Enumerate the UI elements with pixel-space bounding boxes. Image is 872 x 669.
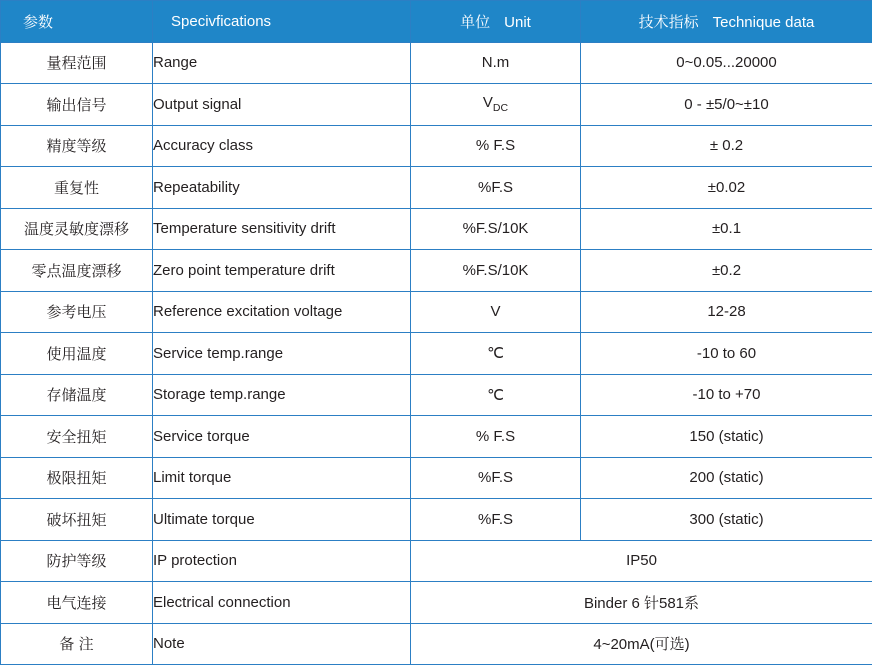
row-param-cn: 破坏扭矩 — [1, 499, 153, 541]
table-row — [1, 291, 872, 333]
row-param-cn: 安全扭矩 — [1, 416, 153, 458]
row-param-en: Reference excitation voltage — [153, 291, 411, 333]
row-param-en: Zero point temperature drift — [153, 250, 411, 292]
row-param-cn: 温度灵敏度漂移 — [1, 208, 153, 250]
row-unit: %F.S — [411, 457, 581, 499]
row-unit: % F.S — [411, 416, 581, 458]
row-unit: %F.S — [411, 499, 581, 541]
row-param-cn: 输出信号 — [1, 84, 153, 126]
row-param-cn: 备 注 — [1, 623, 153, 665]
row-unit: % F.S — [411, 125, 581, 167]
table-row — [1, 42, 872, 84]
table-row — [1, 416, 872, 458]
row-param-en: Electrical connection — [153, 582, 411, 624]
row-param-en: Limit torque — [153, 457, 411, 499]
table-row — [1, 540, 872, 582]
table-row — [1, 125, 872, 167]
header-data-cn: 技术指标 — [638, 13, 699, 31]
table-row — [1, 499, 872, 541]
row-param-cn: 零点温度漂移 — [1, 250, 153, 292]
row-unit-subscript: DC — [492, 102, 509, 115]
row-param-en: Repeatability — [153, 167, 411, 209]
table-row — [1, 623, 872, 665]
row-data: ± 0.2 — [581, 125, 872, 167]
row-data-wide: Binder 6 针581系 — [411, 582, 872, 624]
row-data: ±0.2 — [581, 250, 872, 292]
row-param-en: Note — [153, 623, 411, 665]
row-unit: N.m — [411, 42, 581, 84]
row-param-cn: 极限扭矩 — [1, 457, 153, 499]
header-unit-en: Unit — [504, 13, 531, 31]
row-param-cn: 存储温度 — [1, 374, 153, 416]
row-data: ±0.02 — [581, 167, 872, 209]
table-row — [1, 457, 872, 499]
row-data-wide: IP50 — [411, 540, 872, 582]
row-param-en: Range — [153, 42, 411, 84]
row-data: ±0.1 — [581, 208, 872, 250]
table-row — [1, 374, 872, 416]
row-param-en: IP protection — [153, 540, 411, 582]
table-header — [1, 1, 872, 43]
row-param-cn: 量程范围 — [1, 42, 153, 84]
row-data: 150 (static) — [581, 416, 872, 458]
row-param-en: Accuracy class — [153, 125, 411, 167]
header-row — [1, 1, 872, 43]
row-param-en: Ultimate torque — [153, 499, 411, 541]
table-row — [1, 167, 872, 209]
row-unit: V — [411, 291, 581, 333]
row-data: 0~0.05...20000 — [581, 42, 872, 84]
row-unit — [411, 84, 581, 126]
row-data: 0 - ±5/0~±10 — [581, 84, 872, 126]
row-param-cn: 参考电压 — [1, 291, 153, 333]
row-unit: %F.S — [411, 167, 581, 209]
header-unit — [411, 1, 581, 43]
header-technique-data — [581, 1, 872, 43]
table-row — [1, 84, 872, 126]
table-row — [1, 582, 872, 624]
row-param-en: Storage temp.range — [153, 374, 411, 416]
row-param-en: Service torque — [153, 416, 411, 458]
row-data: -10 to 60 — [581, 333, 872, 375]
row-param-cn: 使用温度 — [1, 333, 153, 375]
row-unit: %F.S/10K — [411, 208, 581, 250]
row-data: 12-28 — [581, 291, 872, 333]
row-param-cn: 精度等级 — [1, 125, 153, 167]
header-specifications-en: Specivfications — [153, 1, 411, 43]
row-param-en: Service temp.range — [153, 333, 411, 375]
table-body — [1, 42, 872, 665]
table-row — [1, 333, 872, 375]
table-row — [1, 208, 872, 250]
header-parameter-cn: 参数 — [1, 1, 153, 43]
row-unit: ℃ — [411, 333, 581, 375]
row-param-en: Temperature sensitivity drift — [153, 208, 411, 250]
row-unit: ℃ — [411, 374, 581, 416]
header-data-en: Technique data — [712, 13, 815, 31]
table-row — [1, 250, 872, 292]
row-data: 300 (static) — [581, 499, 872, 541]
row-param-en: Output signal — [153, 84, 411, 126]
row-param-cn: 重复性 — [1, 167, 153, 209]
row-data: -10 to +70 — [581, 374, 872, 416]
header-unit-cn: 单位 — [460, 13, 491, 31]
row-unit-main: V — [482, 94, 493, 112]
row-unit: %F.S/10K — [411, 250, 581, 292]
row-param-cn: 防护等级 — [1, 540, 153, 582]
row-param-cn: 电气连接 — [1, 582, 153, 624]
row-data-wide: 4~20mA(可选) — [411, 623, 872, 665]
row-data: 200 (static) — [581, 457, 872, 499]
